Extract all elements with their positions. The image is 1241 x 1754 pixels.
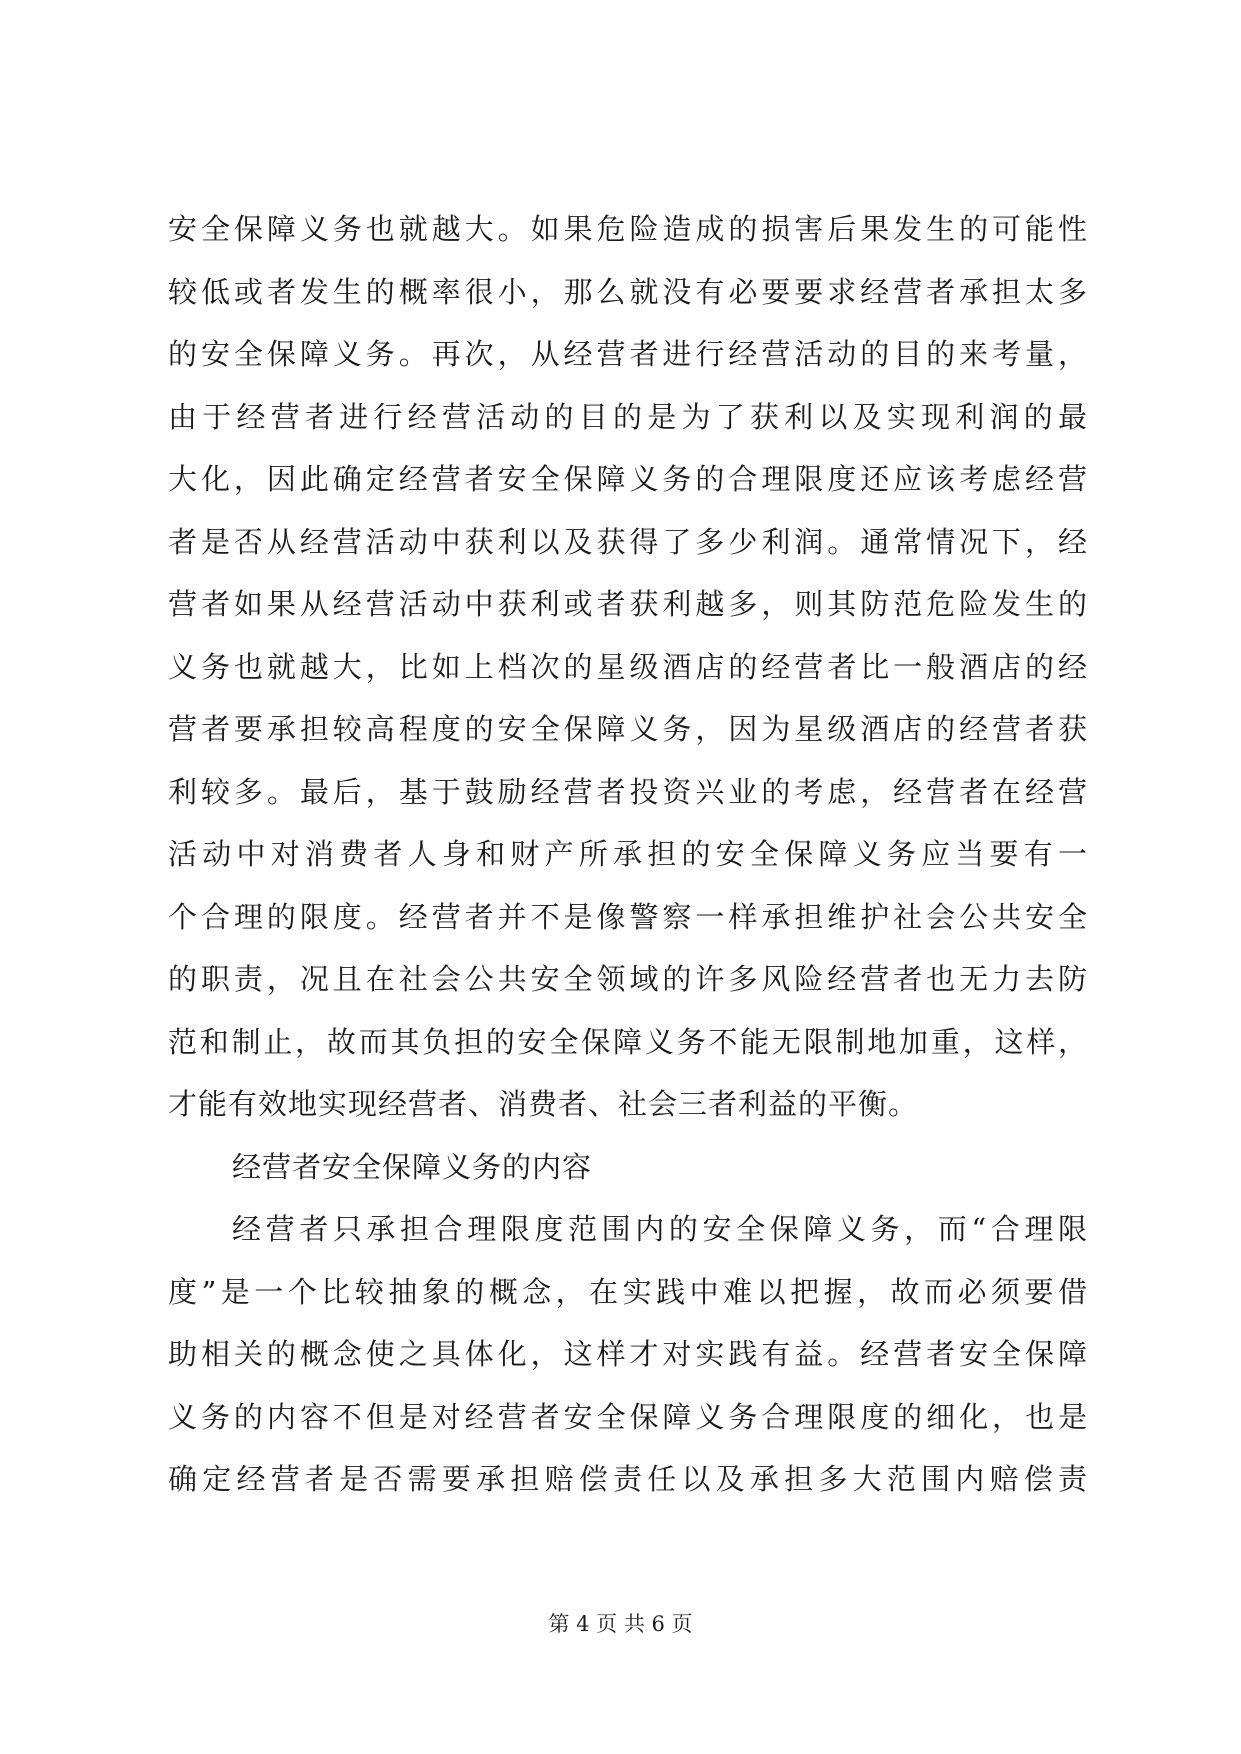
text-line: 的安全保障义务。再次，从经营者进行经营活动的目的来考量， — [168, 337, 1088, 371]
text-line: 个合理的限度。经营者并不是像警察一样承担维护社会公共安全 — [168, 899, 1088, 934]
text-line: 活动中对消费者人身和财产所承担的安全保障义务应当要有一 — [168, 837, 1088, 871]
text-line: 的职责，况且在社会公共安全领域的许多风险经营者也无力去防 — [168, 962, 1088, 996]
text-line: 才能有效地实现经营者、消费者、社会三者利益的平衡。 — [168, 1087, 919, 1121]
text-line: 安全保障义务也就越大。如果危险造成的损害后果发生的可能性 — [168, 212, 1088, 246]
section-heading: 经营者安全保障义务的内容 — [232, 1149, 593, 1184]
text-line: 经营者只承担合理限度范围内的安全保障义务，而“合理限 — [232, 1212, 1088, 1246]
document-body — [168, 198, 1088, 1511]
text-line: 由于经营者进行经营活动的目的是为了获利以及实现利润的最 — [168, 399, 1088, 434]
text-line: 义务的内容不但是对经营者安全保障义务合理限度的细化，也是 — [168, 1399, 1088, 1434]
text-line: 营者如果从经营活动中获利或者获利越多，则其防范危险发生的 — [168, 587, 1088, 621]
text-line: 范和制止，故而其负担的安全保障义务不能无限制地加重，这样， — [168, 1024, 1088, 1059]
text-line: 义务也就越大，比如上档次的星级酒店的经营者比一般酒店的经 — [168, 649, 1088, 684]
text-line: 确定经营者是否需要承担赔偿责任以及承担多大范围内赔偿责 — [168, 1462, 1088, 1496]
paragraph-2 — [168, 1198, 1088, 1511]
text-line: 助相关的概念使之具体化，这样才对实践有益。经营者安全保障 — [168, 1337, 1088, 1371]
text-line: 度”是一个比较抽象的概念，在实践中难以把握，故而必须要借 — [168, 1274, 1088, 1309]
text-line: 大化，因此确定经营者安全保障义务的合理限度还应该考虑经营 — [168, 462, 1088, 496]
paragraph-1 — [168, 198, 1088, 1136]
page-number-footer: 第 4 页 共 6 页 — [548, 1612, 693, 1636]
text-line: 利较多。最后，基于鼓励经营者投资兴业的考虑，经营者在经营 — [168, 774, 1088, 809]
text-line: 营者要承担较高程度的安全保障义务，因为星级酒店的经营者获 — [168, 712, 1088, 746]
text-line: 较低或者发生的概率很小，那么就没有必要要求经营者承担太多 — [168, 274, 1088, 309]
text-line: 者是否从经营活动中获利以及获得了多少利润。通常情况下，经 — [168, 524, 1088, 559]
